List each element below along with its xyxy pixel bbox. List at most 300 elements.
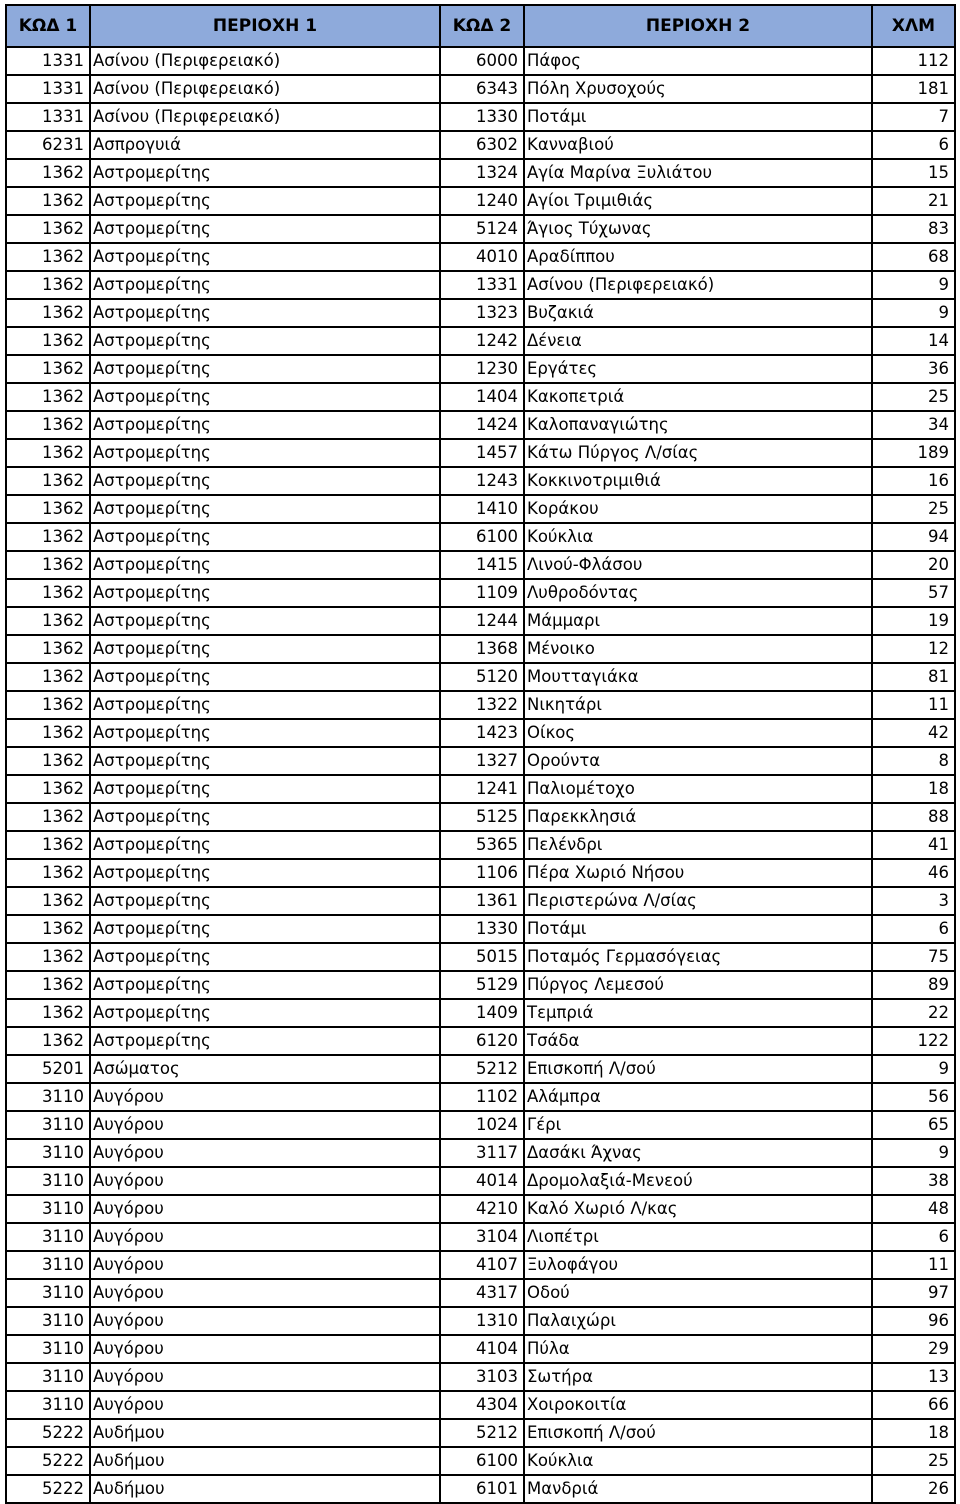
code-1-cell: 5201 [6,1055,90,1083]
area-1-cell: Αυγόρου [90,1279,440,1307]
area-2-cell: Επισκοπή Λ/σού [524,1055,872,1083]
area-2-cell: Εργάτες [524,355,872,383]
code-2-cell: 5124 [440,215,524,243]
table-row [6,943,955,971]
table-row [6,1279,955,1307]
table-body [6,47,955,1503]
km-cell: 9 [872,299,955,327]
km-cell: 81 [872,663,955,691]
area-2-cell: Κοκκινοτριμιθιά [524,467,872,495]
table-row [6,103,955,131]
code-2-cell: 1102 [440,1083,524,1111]
code-1-cell: 3110 [6,1307,90,1335]
area-1-cell: Αστρομερίτης [90,971,440,999]
code-1-cell: 1362 [6,327,90,355]
code-2-cell: 5125 [440,803,524,831]
code-1-cell: 1362 [6,943,90,971]
km-cell: 75 [872,943,955,971]
code-1-cell: 3110 [6,1111,90,1139]
area-2-cell: Ορούντα [524,747,872,775]
km-cell: 89 [872,971,955,999]
km-cell: 41 [872,831,955,859]
table-row [6,859,955,887]
table-row [6,1111,955,1139]
code-1-cell: 1362 [6,383,90,411]
area-1-cell: Αυδήμου [90,1419,440,1447]
area-1-cell: Αστρομερίτης [90,999,440,1027]
km-cell: 68 [872,243,955,271]
area-2-cell: Γέρι [524,1111,872,1139]
area-1-cell: Ασώματος [90,1055,440,1083]
area-1-cell: Αυγόρου [90,1335,440,1363]
area-1-cell: Αυγόρου [90,1167,440,1195]
code-1-cell: 1362 [6,1027,90,1055]
area-2-cell: Πέρα Χωριό Νήσου [524,859,872,887]
area-2-cell: Τεμπριά [524,999,872,1027]
code-1-cell: 1362 [6,663,90,691]
code-1-cell: 1362 [6,159,90,187]
km-cell: 36 [872,355,955,383]
table-row [6,775,955,803]
area-2-cell: Κούκλια [524,1447,872,1475]
km-cell: 97 [872,1279,955,1307]
header-area-2: ΠΕΡΙΟΧΗ 2 [524,5,872,47]
km-cell: 19 [872,607,955,635]
code-2-cell: 5015 [440,943,524,971]
code-2-cell: 5212 [440,1055,524,1083]
km-cell: 9 [872,1139,955,1167]
header-code-2: ΚΩΔ 2 [440,5,524,47]
km-cell: 14 [872,327,955,355]
table-row [6,607,955,635]
code-2-cell: 5365 [440,831,524,859]
code-1-cell: 1362 [6,271,90,299]
code-2-cell: 5212 [440,1419,524,1447]
area-1-cell: Αυδήμου [90,1447,440,1475]
table-header [6,5,955,47]
table-row [6,663,955,691]
table-row [6,1363,955,1391]
area-2-cell: Δρομολαξιά-Μενεού [524,1167,872,1195]
area-1-cell: Αστρομερίτης [90,215,440,243]
code-1-cell: 1362 [6,215,90,243]
code-2-cell: 3104 [440,1223,524,1251]
code-1-cell: 3110 [6,1139,90,1167]
area-1-cell: Ασίνου (Περιφερειακό) [90,75,440,103]
area-2-cell: Κακοπετριά [524,383,872,411]
header-km: ΧΛΜ [872,5,955,47]
code-1-cell: 3110 [6,1391,90,1419]
table-row [6,1167,955,1195]
code-2-cell: 6343 [440,75,524,103]
km-cell: 25 [872,383,955,411]
table-row [6,159,955,187]
code-2-cell: 1409 [440,999,524,1027]
code-2-cell: 5129 [440,971,524,999]
table-row [6,523,955,551]
area-2-cell: Μανδριά [524,1475,872,1503]
area-1-cell: Αυγόρου [90,1251,440,1279]
km-cell: 57 [872,579,955,607]
table-row [6,579,955,607]
table-row [6,1195,955,1223]
area-1-cell: Ασπρογυιά [90,131,440,159]
area-1-cell: Αστρομερίτης [90,691,440,719]
km-cell: 16 [872,467,955,495]
code-1-cell: 1362 [6,355,90,383]
area-2-cell: Καλοπαναγιώτης [524,411,872,439]
area-1-cell: Αστρομερίτης [90,607,440,635]
area-2-cell: Κάτω Πύργος Λ/σίας [524,439,872,467]
code-1-cell: 1362 [6,607,90,635]
area-1-cell: Ασίνου (Περιφερειακό) [90,103,440,131]
code-1-cell: 5222 [6,1419,90,1447]
area-1-cell: Αστρομερίτης [90,1027,440,1055]
area-2-cell: Λιοπέτρι [524,1223,872,1251]
km-cell: 22 [872,999,955,1027]
area-2-cell: Οίκος [524,719,872,747]
area-1-cell: Αυγόρου [90,1083,440,1111]
km-cell: 26 [872,1475,955,1503]
km-cell: 94 [872,523,955,551]
area-2-cell: Αλάμπρα [524,1083,872,1111]
area-1-cell: Αυγόρου [90,1139,440,1167]
code-1-cell: 1362 [6,411,90,439]
km-cell: 25 [872,1447,955,1475]
area-1-cell: Αστρομερίτης [90,495,440,523]
km-cell: 88 [872,803,955,831]
code-1-cell: 1362 [6,691,90,719]
area-2-cell: Άγιος Τύχωνας [524,215,872,243]
code-1-cell: 1362 [6,803,90,831]
table-row [6,439,955,467]
area-1-cell: Αστρομερίτης [90,243,440,271]
km-cell: 38 [872,1167,955,1195]
area-2-cell: Πόλη Χρυσοχούς [524,75,872,103]
km-cell: 66 [872,1391,955,1419]
table-row [6,411,955,439]
table-row [6,327,955,355]
area-2-cell: Παρεκκλησιά [524,803,872,831]
code-1-cell: 1362 [6,299,90,327]
km-cell: 42 [872,719,955,747]
code-1-cell: 1362 [6,859,90,887]
km-cell: 56 [872,1083,955,1111]
area-1-cell: Αστρομερίτης [90,411,440,439]
area-1-cell: Αστρομερίτης [90,327,440,355]
table-row [6,495,955,523]
code-1-cell: 1362 [6,971,90,999]
area-1-cell: Αστρομερίτης [90,523,440,551]
area-2-cell: Χοιροκοιτία [524,1391,872,1419]
code-1-cell: 1362 [6,999,90,1027]
code-2-cell: 1330 [440,915,524,943]
table-row [6,1055,955,1083]
code-1-cell: 1362 [6,775,90,803]
area-1-cell: Αστρομερίτης [90,159,440,187]
area-2-cell: Οδού [524,1279,872,1307]
table-row [6,691,955,719]
km-cell: 112 [872,47,955,75]
km-cell: 12 [872,635,955,663]
header-row [6,5,955,47]
code-2-cell: 1323 [440,299,524,327]
code-1-cell: 5222 [6,1447,90,1475]
code-1-cell: 6231 [6,131,90,159]
table-row [6,131,955,159]
code-2-cell: 1327 [440,747,524,775]
km-cell: 11 [872,1251,955,1279]
table-row [6,719,955,747]
header-code-1: ΚΩΔ 1 [6,5,90,47]
area-1-cell: Αστρομερίτης [90,579,440,607]
table-row [6,1027,955,1055]
area-2-cell: Τσάδα [524,1027,872,1055]
table-row [6,1307,955,1335]
km-cell: 18 [872,1419,955,1447]
code-1-cell: 3110 [6,1223,90,1251]
code-2-cell: 1241 [440,775,524,803]
km-cell: 6 [872,1223,955,1251]
km-cell: 3 [872,887,955,915]
area-1-cell: Αστρομερίτης [90,187,440,215]
code-2-cell: 1404 [440,383,524,411]
area-2-cell: Αγίοι Τριμιθιάς [524,187,872,215]
code-2-cell: 4014 [440,1167,524,1195]
table-row [6,1223,955,1251]
area-2-cell: Παλιομέτοχο [524,775,872,803]
table-row [6,887,955,915]
area-2-cell: Πάφος [524,47,872,75]
code-2-cell: 1331 [440,271,524,299]
area-2-cell: Αραδίππου [524,243,872,271]
area-2-cell: Παλαιχώρι [524,1307,872,1335]
km-cell: 83 [872,215,955,243]
area-2-cell: Ποτάμι [524,915,872,943]
code-1-cell: 3110 [6,1083,90,1111]
code-2-cell: 6100 [440,523,524,551]
area-2-cell: Μουτταγιάκα [524,663,872,691]
km-cell: 18 [872,775,955,803]
code-2-cell: 4104 [440,1335,524,1363]
area-1-cell: Αστρομερίτης [90,439,440,467]
table-row [6,215,955,243]
km-cell: 29 [872,1335,955,1363]
area-2-cell: Περιστερώνα Λ/σίας [524,887,872,915]
area-1-cell: Αστρομερίτης [90,663,440,691]
code-2-cell: 6100 [440,1447,524,1475]
table-row [6,1475,955,1503]
code-2-cell: 1230 [440,355,524,383]
km-cell: 46 [872,859,955,887]
area-1-cell: Αυγόρου [90,1195,440,1223]
code-2-cell: 4210 [440,1195,524,1223]
km-cell: 20 [872,551,955,579]
table-row [6,1335,955,1363]
code-2-cell: 4317 [440,1279,524,1307]
code-2-cell: 3117 [440,1139,524,1167]
area-2-cell: Αγία Μαρίνα Ξυλιάτου [524,159,872,187]
area-2-cell: Λυθροδόντας [524,579,872,607]
km-cell: 9 [872,271,955,299]
area-1-cell: Αστρομερίτης [90,747,440,775]
code-1-cell: 1362 [6,523,90,551]
table-row [6,383,955,411]
area-1-cell: Αστρομερίτης [90,859,440,887]
code-1-cell: 1331 [6,47,90,75]
table-row [6,1251,955,1279]
area-1-cell: Αστρομερίτης [90,943,440,971]
table-row [6,803,955,831]
code-2-cell: 1410 [440,495,524,523]
area-1-cell: Αυγόρου [90,1223,440,1251]
area-2-cell: Ξυλοφάγου [524,1251,872,1279]
km-cell: 96 [872,1307,955,1335]
code-1-cell: 1362 [6,579,90,607]
area-1-cell: Αστρομερίτης [90,383,440,411]
km-cell: 9 [872,1055,955,1083]
area-2-cell: Κοράκου [524,495,872,523]
code-1-cell: 3110 [6,1167,90,1195]
km-cell: 21 [872,187,955,215]
table-row [6,831,955,859]
code-2-cell: 1243 [440,467,524,495]
code-1-cell: 1362 [6,243,90,271]
area-1-cell: Αστρομερίτης [90,467,440,495]
area-1-cell: Αστρομερίτης [90,719,440,747]
table-row [6,299,955,327]
area-2-cell: Νικητάρι [524,691,872,719]
table-row [6,75,955,103]
km-cell: 65 [872,1111,955,1139]
area-2-cell: Δένεια [524,327,872,355]
header-area-1: ΠΕΡΙΟΧΗ 1 [90,5,440,47]
area-1-cell: Αστρομερίτης [90,551,440,579]
km-cell: 34 [872,411,955,439]
code-2-cell: 1244 [440,607,524,635]
area-2-cell: Ασίνου (Περιφερειακό) [524,271,872,299]
code-2-cell: 1415 [440,551,524,579]
area-2-cell: Σωτήρα [524,1363,872,1391]
km-cell: 13 [872,1363,955,1391]
area-1-cell: Αυγόρου [90,1307,440,1335]
area-2-cell: Δασάκι Άχνας [524,1139,872,1167]
code-2-cell: 1368 [440,635,524,663]
area-2-cell: Επισκοπή Λ/σού [524,1419,872,1447]
code-2-cell: 1322 [440,691,524,719]
area-1-cell: Αστρομερίτης [90,271,440,299]
area-1-cell: Ασίνου (Περιφερειακό) [90,47,440,75]
code-1-cell: 5222 [6,1475,90,1503]
code-2-cell: 6120 [440,1027,524,1055]
area-1-cell: Αστρομερίτης [90,355,440,383]
code-1-cell: 1362 [6,831,90,859]
km-cell: 7 [872,103,955,131]
area-2-cell: Πύργος Λεμεσού [524,971,872,999]
area-2-cell: Ποτάμι [524,103,872,131]
code-2-cell: 4304 [440,1391,524,1419]
area-1-cell: Αστρομερίτης [90,887,440,915]
table-row [6,1139,955,1167]
code-2-cell: 4107 [440,1251,524,1279]
table-row [6,271,955,299]
area-2-cell: Λινού-Φλάσου [524,551,872,579]
code-2-cell: 1106 [440,859,524,887]
code-1-cell: 3110 [6,1363,90,1391]
code-1-cell: 1362 [6,551,90,579]
km-cell: 25 [872,495,955,523]
code-1-cell: 1331 [6,103,90,131]
area-2-cell: Βυζακιά [524,299,872,327]
km-cell: 48 [872,1195,955,1223]
code-2-cell: 6302 [440,131,524,159]
km-cell: 189 [872,439,955,467]
code-2-cell: 6101 [440,1475,524,1503]
km-cell: 11 [872,691,955,719]
km-cell: 15 [872,159,955,187]
code-1-cell: 1362 [6,747,90,775]
code-2-cell: 1109 [440,579,524,607]
area-1-cell: Αυγόρου [90,1363,440,1391]
table-row [6,551,955,579]
km-cell: 8 [872,747,955,775]
code-2-cell: 1361 [440,887,524,915]
area-1-cell: Αστρομερίτης [90,831,440,859]
table-row [6,355,955,383]
code-2-cell: 1310 [440,1307,524,1335]
area-2-cell: Ποταμός Γερμασόγειας [524,943,872,971]
code-2-cell: 1324 [440,159,524,187]
area-2-cell: Κούκλια [524,523,872,551]
table-row [6,915,955,943]
table-row [6,971,955,999]
area-2-cell: Μένοικο [524,635,872,663]
code-2-cell: 1457 [440,439,524,467]
table-row [6,1419,955,1447]
code-2-cell: 6000 [440,47,524,75]
code-1-cell: 1362 [6,719,90,747]
code-1-cell: 3110 [6,1335,90,1363]
area-1-cell: Αυδήμου [90,1475,440,1503]
table-row [6,1391,955,1419]
code-2-cell: 1423 [440,719,524,747]
area-1-cell: Αστρομερίτης [90,803,440,831]
area-2-cell: Μάμμαρι [524,607,872,635]
table-row [6,635,955,663]
table-row [6,47,955,75]
area-1-cell: Αστρομερίτης [90,299,440,327]
table-row [6,1083,955,1111]
km-cell: 6 [872,915,955,943]
code-2-cell: 5120 [440,663,524,691]
code-1-cell: 3110 [6,1195,90,1223]
code-1-cell: 1362 [6,187,90,215]
distance-table [5,4,956,1504]
code-1-cell: 3110 [6,1251,90,1279]
area-1-cell: Αστρομερίτης [90,635,440,663]
area-1-cell: Αστρομερίτης [90,775,440,803]
area-2-cell: Πύλα [524,1335,872,1363]
code-1-cell: 1362 [6,915,90,943]
code-1-cell: 3110 [6,1279,90,1307]
code-2-cell: 1424 [440,411,524,439]
code-2-cell: 1240 [440,187,524,215]
code-2-cell: 1330 [440,103,524,131]
area-2-cell: Καλό Χωριό Λ/κας [524,1195,872,1223]
code-2-cell: 3103 [440,1363,524,1391]
code-2-cell: 1024 [440,1111,524,1139]
area-1-cell: Αυγόρου [90,1111,440,1139]
